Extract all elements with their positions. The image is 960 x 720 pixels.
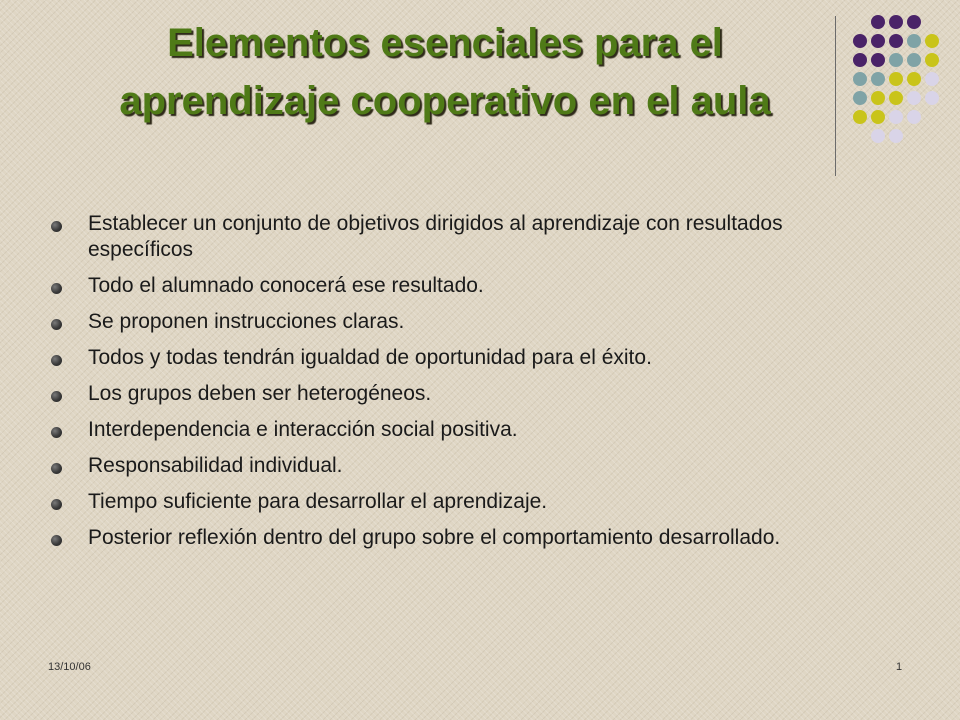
decorative-dot-grid <box>850 12 950 162</box>
decorative-dot-icon <box>925 34 939 48</box>
decorative-dot-icon <box>853 34 867 48</box>
decorative-dot-icon <box>889 91 903 105</box>
decorative-dot-icon <box>871 72 885 86</box>
decorative-dot-icon <box>871 15 885 29</box>
bullet-text: Interdependencia e interacción social positiva. <box>88 418 518 441</box>
decorative-dot-icon <box>853 110 867 124</box>
decorative-dot-icon <box>871 53 885 67</box>
bullet-item <box>48 489 868 515</box>
bullet-item <box>48 273 868 299</box>
decorative-dot-icon <box>871 34 885 48</box>
decorative-dot-icon <box>889 129 903 143</box>
bullet-text: Se proponen instrucciones claras. <box>88 310 405 333</box>
decorative-dot-icon <box>925 53 939 67</box>
bullet-icon <box>51 499 62 510</box>
bullet-icon <box>51 283 62 294</box>
bullet-text: Responsabilidad individual. <box>88 454 343 477</box>
decorative-dot-icon <box>889 72 903 86</box>
bullet-icon <box>51 427 62 438</box>
bullet-item <box>48 453 868 479</box>
bullet-item <box>48 417 868 443</box>
decorative-dot-icon <box>889 53 903 67</box>
decorative-dot-icon <box>907 34 921 48</box>
decorative-dot-icon <box>889 34 903 48</box>
decorative-dot-icon <box>925 91 939 105</box>
decorative-dot-icon <box>853 72 867 86</box>
decorative-dot-icon <box>907 72 921 86</box>
bullet-icon <box>51 355 62 366</box>
bullet-icon <box>51 391 62 402</box>
decorative-dot-icon <box>925 72 939 86</box>
slide-title: Elementos esenciales para el aprendizaje cooperativo en el aula <box>119 21 771 123</box>
decorative-dot-icon <box>871 129 885 143</box>
decorative-dot-icon <box>907 53 921 67</box>
footer-page-number: 1 <box>896 661 903 673</box>
bullet-list <box>48 211 868 561</box>
bullet-text: Tiempo suficiente para desarrollar el aprendizaje. <box>88 490 548 513</box>
bullet-text: Todos y todas tendrán igualdad de oportunidad para el éxito. <box>88 346 652 369</box>
decorative-dot-icon <box>889 15 903 29</box>
decorative-dot-icon <box>907 110 921 124</box>
bullet-icon <box>51 535 62 546</box>
decorative-dot-icon <box>853 91 867 105</box>
decorative-dot-icon <box>853 53 867 67</box>
bullet-text: Todo el alumnado conocerá ese resultado. <box>88 274 484 297</box>
footer-date: 13/10/06 <box>48 661 91 673</box>
bullet-item <box>48 381 868 407</box>
bullet-icon <box>51 463 62 474</box>
bullet-item <box>48 309 868 335</box>
decorative-dot-icon <box>889 110 903 124</box>
bullet-text: Posterior reflexión dentro del grupo sobre el comportamiento desarrollado. <box>88 526 781 549</box>
bullet-item <box>48 345 868 371</box>
bullet-text: Establecer un conjunto de objetivos dirigidos al aprendizaje con resultados específicos <box>88 212 783 261</box>
bullet-icon <box>51 221 62 232</box>
title-divider <box>835 16 836 176</box>
bullet-text: Los grupos deben ser heterogéneos. <box>88 382 432 405</box>
decorative-dot-icon <box>871 110 885 124</box>
decorative-dot-icon <box>907 91 921 105</box>
bullet-item <box>48 211 868 263</box>
decorative-dot-icon <box>871 91 885 105</box>
decorative-dot-icon <box>907 15 921 29</box>
bullet-icon <box>51 319 62 330</box>
bullet-item <box>48 525 868 551</box>
